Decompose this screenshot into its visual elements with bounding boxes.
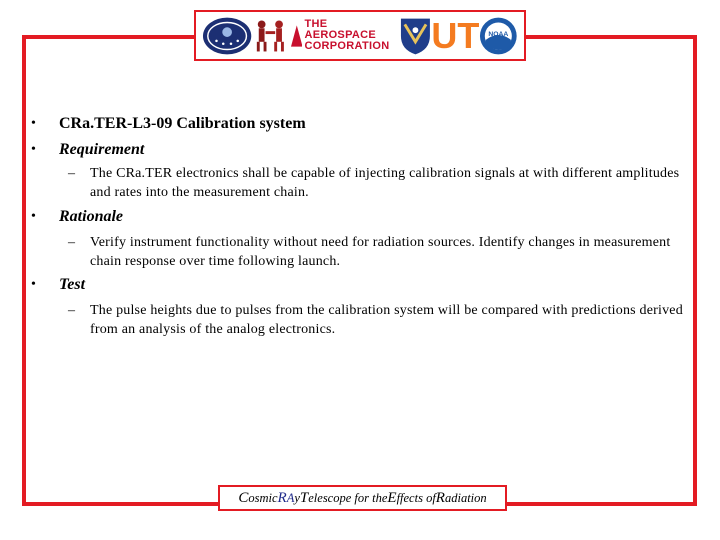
footer-initial-t: T — [299, 489, 309, 506]
crater-mission-logo — [202, 16, 252, 56]
list-item — [31, 276, 85, 294]
bullet-icon: • — [31, 142, 36, 157]
footer-initial-a: A — [286, 490, 295, 505]
footer-initial-c: C — [238, 489, 249, 506]
item-heading: Test — [59, 276, 86, 293]
noaa-logo — [479, 16, 518, 56]
aerospace-corporation-logo — [291, 19, 399, 52]
sub-item-text: The pulse heights due to pulses from the calibration system will be compared with predictions derived from an analysis of the analog electronics. — [90, 303, 683, 337]
bullet-icon: • — [31, 116, 36, 131]
sub-item-text: Verify instrument functionality without need for radiation sources. Identify changes in measurement chain response over time following launch. — [90, 235, 671, 269]
aerospace-line2: CORPORATION — [304, 40, 390, 52]
sub-item — [68, 233, 688, 271]
aerospace-mark-icon — [291, 25, 303, 47]
dash-icon: – — [68, 166, 76, 181]
footer-word-cosmic: osmic — [248, 490, 278, 505]
dash-icon: – — [68, 235, 76, 250]
footer-word-effects: ffects of — [396, 490, 436, 505]
air-force-shield-logo — [399, 16, 432, 56]
figures-emblem-logo — [252, 16, 291, 56]
sub-item — [68, 301, 688, 339]
item-heading: Rationale — [59, 208, 124, 225]
sub-item — [68, 164, 688, 202]
footer-initial-r: R — [277, 489, 287, 506]
dash-icon: – — [68, 303, 76, 318]
footer-word-ray: y — [294, 490, 300, 505]
bullet-icon: • — [31, 209, 36, 224]
footer-initial-e: E — [387, 489, 397, 506]
logo-bar — [194, 10, 526, 61]
list-item — [31, 115, 306, 133]
list-item — [31, 208, 123, 226]
bullet-icon: • — [31, 277, 36, 292]
item-heading: Requirement — [59, 141, 145, 158]
aerospace-line1: THE AEROSPACE — [304, 18, 377, 41]
item-heading: CRa.TER-L3-09 Calibration system — [59, 115, 306, 132]
footer-banner — [218, 485, 507, 511]
sub-item-text: The CRa.TER electronics shall be capable of injecting calibration signals at with different amplitudes and rates into the measurement chain. — [90, 166, 680, 200]
footer-word-radiation: adiation — [444, 490, 487, 505]
ut-logo: UT — [431, 14, 480, 56]
footer-word-telescope: elescope for the — [308, 490, 388, 505]
noaa-logo-text: NOAA — [488, 30, 509, 38]
footer-initial-r2: R — [435, 489, 445, 506]
list-item — [31, 141, 144, 159]
